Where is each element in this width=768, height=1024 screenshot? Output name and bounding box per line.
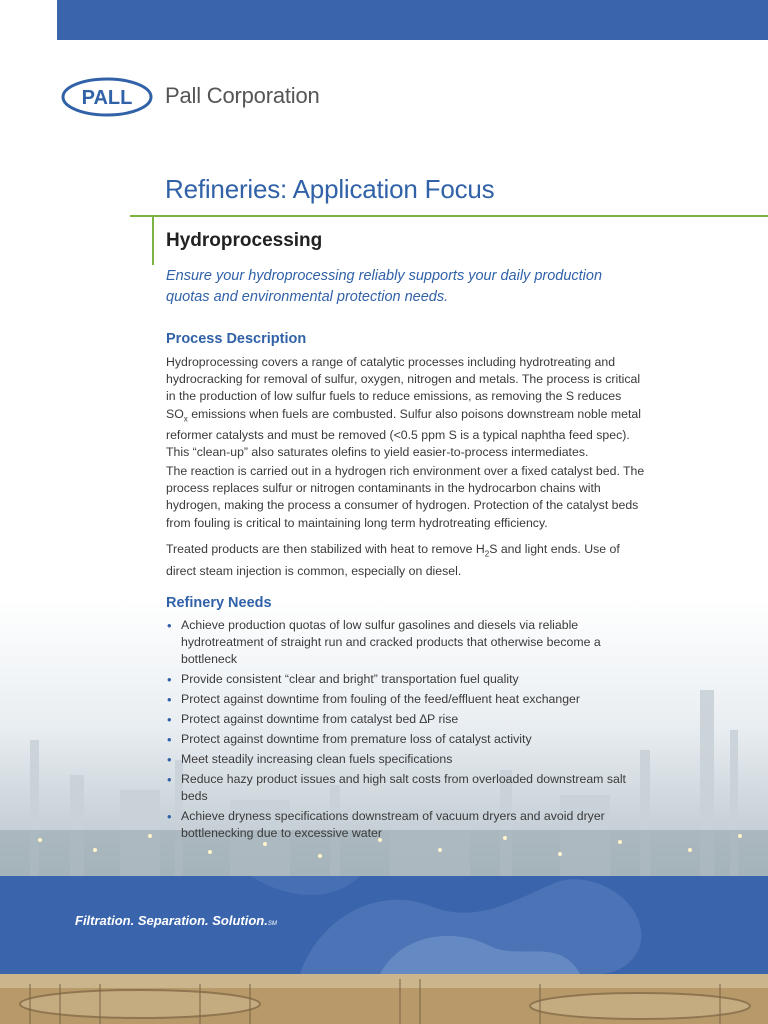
- pall-logo: [61, 76, 153, 118]
- logo-text: PALL: [81, 87, 133, 109]
- section-title: Hydroprocessing: [166, 230, 323, 251]
- tagline: Ensure your hydroprocessing reliably supports your daily production quotas and environmental protection needs.: [166, 268, 603, 305]
- company-name: Pall Corporation: [165, 83, 320, 108]
- refinery-needs-list: [166, 617, 636, 845]
- refinery-needs-heading: Refinery Needs: [166, 595, 272, 611]
- process-paragraph-2: The reaction is carried out in a hydrogen rich environment over a fixed catalyst bed. The process replaces sulfur or nitrogen contaminants in the hydrocarbon chains with hydrogen, making the process a consumer of hydrogen. Protection of the catalyst beds from fouling is critical to maintaining long term hydrotreating efficiency.: [166, 464, 645, 530]
- process-paragraph-3: Treated products are then stabilized with heat to remove $H_2S$ and light ends. Use of direct steam injection is common, especially on diesel.: [166, 542, 620, 578]
- page-title: Refineries: Application Focus: [165, 174, 495, 204]
- process-paragraph-1: Hydroprocessing covers a range of catalytic processes including hydrotreating and hydrocracking for removal of sulfur, oxygen, nitrogen and metals. The process is critical in the production of low sulfur fuels to reduce emissions, as removing the S reduces $SO_x$ emissions when fuels are combusted. Sulfur also poisons downstream noble metal reformer catalysts and must be removed (<0.5 ppm S is a typical naphtha feed spec). This “clean-up” also saturates olefins to yield easier-to-process intermediates.: [166, 355, 641, 460]
- list-item: • Achieve dryness specifications downstream of vacuum dryers and avoid dryer bottlenecking due to excessive water: [166, 808, 636, 842]
- list-item: • Meet steadily increasing clean fuels specifications: [166, 751, 636, 768]
- storage-tanks-image: [0, 974, 768, 1024]
- green-divider-vertical: [152, 215, 154, 265]
- footer-slogan: Filtration. Separation. Solution.SM: [75, 913, 277, 928]
- top-color-bar: [57, 0, 768, 40]
- process-description-heading: Process Description: [166, 331, 307, 347]
- list-item: • Protect against downtime from fouling of the feed/effluent heat exchanger: [166, 691, 636, 708]
- list-item: • Protect against downtime from premature loss of catalyst activity: [166, 731, 636, 748]
- list-item: • Reduce hazy product issues and high salt costs from overloaded downstream salt beds: [166, 771, 636, 805]
- list-item: • Provide consistent “clear and bright” transportation fuel quality: [166, 671, 636, 688]
- list-item: • Achieve production quotas of low sulfur gasolines and diesels via reliable hydrotreatment of straight run and cracked products that otherwise become a bottleneck: [166, 617, 636, 669]
- list-item: • Protect against downtime from catalyst bed ∆P rise: [166, 711, 636, 728]
- green-divider-horizontal: [130, 215, 768, 217]
